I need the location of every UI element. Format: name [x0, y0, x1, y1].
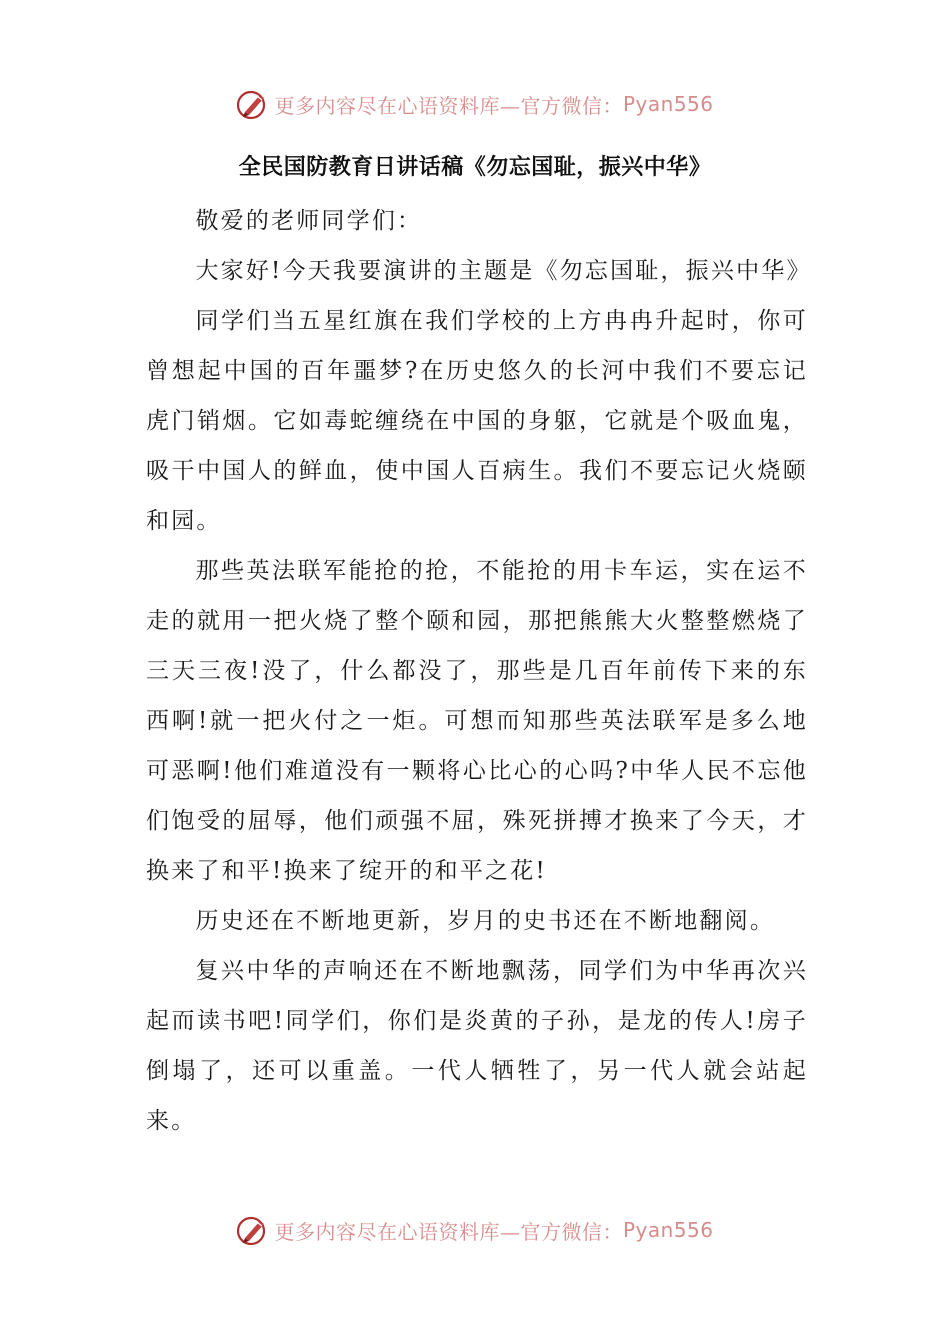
paragraph-history: 同学们当五星红旗在我们学校的上方冉冉升起时，你可曾想起中国的百年噩梦?在历史悠久的长河中我们不要忘记虎门销烟。它如毒蛇缠绕在中国的身躯，它就是个吸血鬼，吸干中国人的鲜血，使中国人百病生。我们不要忘记火烧颐和园。	[146, 308, 808, 534]
paragraph-greeting: 敬爱的老师同学们：	[195, 208, 423, 234]
watermark-handle: Pyan556	[622, 92, 714, 116]
pen-logo-icon	[236, 87, 270, 121]
pen-logo-icon	[236, 1213, 270, 1247]
watermark-text: 更多内容尽在心语资料库—官方微信：	[274, 1219, 623, 1244]
paragraph-topic: 大家好!今天我要演讲的主题是《勿忘国耻，振兴中华》	[195, 258, 812, 284]
watermark-text: 更多内容尽在心语资料库—官方微信：	[274, 93, 623, 118]
paragraph-revival: 复兴中华的声响还在不断地飘荡，同学们为中华再次兴起而读书吧!同学们，你们是炎黄的子孙，是龙的传人!房子倒塌了，还可以重盖。一代人牺牲了，另一代人就会站起来。	[146, 958, 808, 1134]
watermark-handle: Pyan556	[622, 1218, 714, 1242]
paragraph-yuanmingyuan: 那些英法联军能抢的抢，不能抢的用卡车运，实在运不走的就用一把火烧了整个颐和园，那把熊熊大火整整燃烧了三天三夜!没了，什么都没了，那些是几百年前传下来的东西啊!就一把火付之一炬。可想而知那些英法联军是多么地可恶啊!他们难道没有一颗将心比心的心吗?中华人民不忘他们饱受的屈辱，他们顽强不屈，殊死拼搏才换来了今天，才换来了和平!换来了绽开的和平之花!	[146, 558, 808, 884]
footer-watermark	[0, 1210, 950, 1250]
document-title: 全民国防教育日讲话稿《勿忘国耻，振兴中华》	[238, 155, 712, 180]
header-watermark	[0, 84, 950, 124]
paragraph-progress: 历史还在不断地更新，岁月的史书还在不断地翻阅。	[195, 908, 776, 934]
document-body	[146, 196, 812, 1146]
